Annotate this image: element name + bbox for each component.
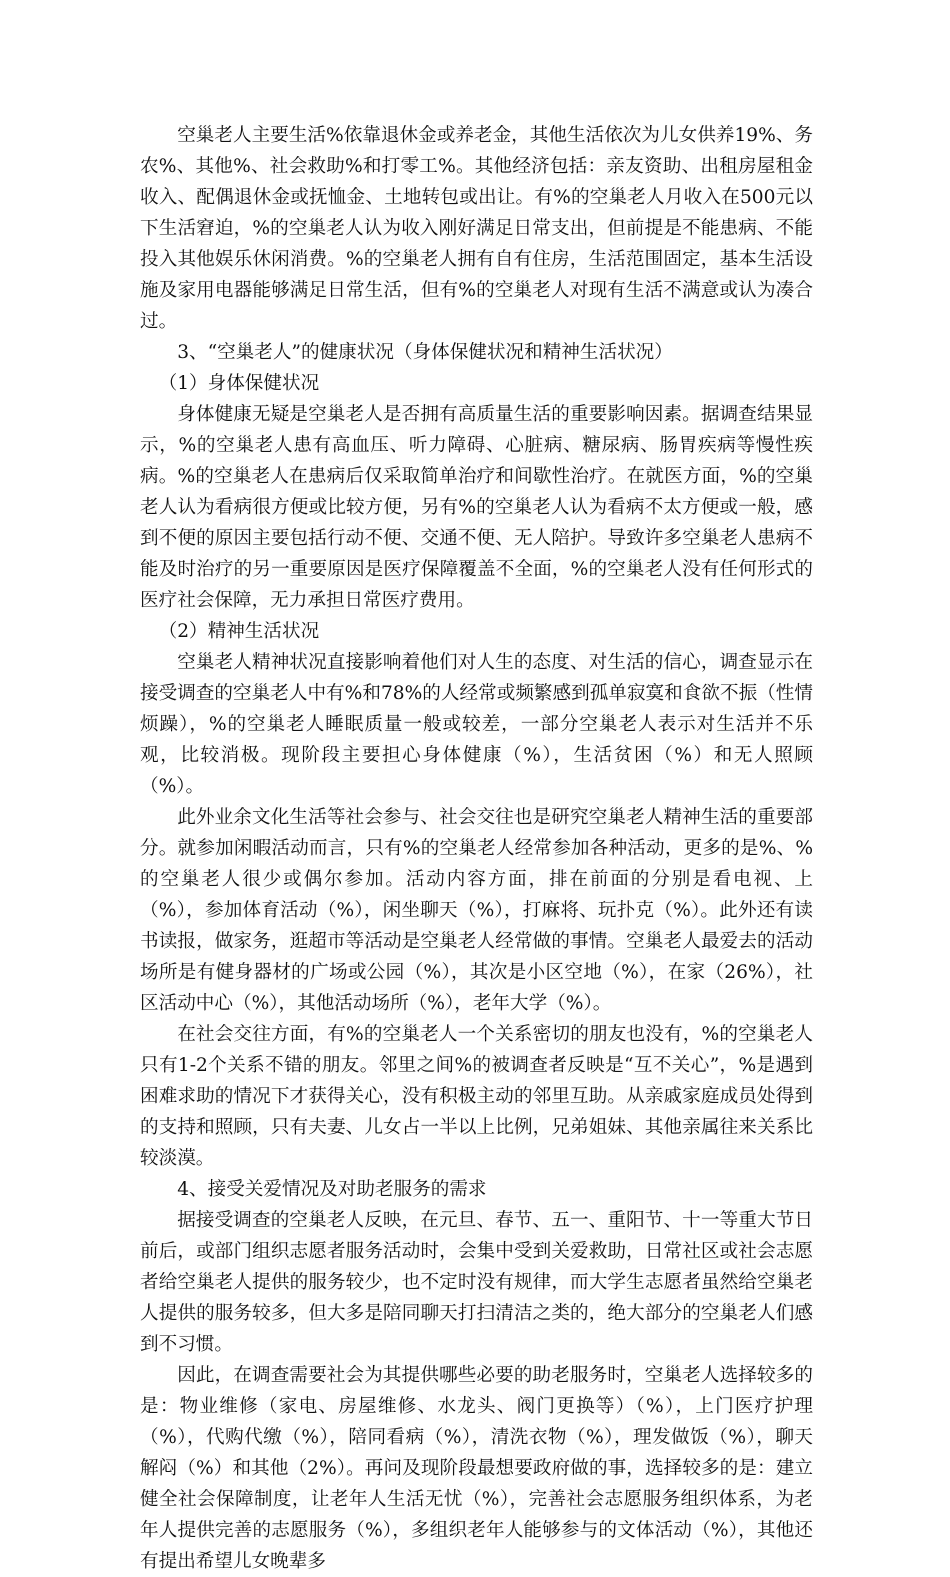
subheading-mental-life: （2）精神生活状况 bbox=[158, 621, 320, 642]
heading-care-needs: 4、接受关爱情况及对助老服务的需求 bbox=[177, 1179, 487, 1200]
paragraph-care-received: 据接受调查的空巢老人反映，在元旦、春节、五一、重阳节、十一等重大节日前后，或部门组织志愿者服务活动时，会集中受到关爱救助，日常社区或社会志愿者给空巢老人提供的服务较少，也不定时没有规律，而大学生志愿者虽然给空巢老人提供的服务较多，但大多是陪同聊天打扫清洁之类的，绝大部分的空巢老人们感到不习惯。 bbox=[140, 1210, 813, 1355]
subheading-physical-health: （1）身体保健状况 bbox=[158, 373, 320, 394]
paragraph-mental-state: 空巢老人精神状况直接影响着他们对人生的态度、对生活的信心，调查显示在接受调查的空巢老人中有%和78%的人经常或频繁感到孤单寂寞和食欲不振（性情烦躁），%的空巢老人睡眠质量一般或较差，一部分空巢老人表示对生活并不乐观，比较消极。现阶段主要担心身体健康（%），生活贫困（%）和无人照顾（%）。 bbox=[140, 652, 813, 797]
paragraph-physical-health: 身体健康无疑是空巢老人是否拥有高质量生活的重要影响因素。据调查结果显示，%的空巢老人患有高血压、听力障碍、心脏病、糖尿病、肠胃疾病等慢性疾病。%的空巢老人在患病后仅采取简单治疗和间歇性治疗。在就医方面，%的空巢老人认为看病很方便或比较方便，另有%的空巢老人认为看病不太方便或一般，感到不便的原因主要包括行动不便、交通不便、无人陪护。导致许多空巢老人患病不能及时治疗的另一重要原因是医疗保障覆盖不全面，%的空巢老人没有任何形式的医疗社会保障，无力承担日常医疗费用。 bbox=[140, 404, 813, 611]
heading-health-status: 3、“空巢老人”的健康状况（身体保健状况和精神生活状况） bbox=[177, 342, 673, 363]
paragraph-income: 空巢老人主要生活%依靠退休金或养老金，其他生活依次为儿女供养19%、务农%、其他%、社会救助%和打零工%。其他经济包括：亲友资助、出租房屋租金收入、配偶退休金或抚恤金、土地转包或出让。有%的空巢老人月收入在500元以下生活窘迫，%的空巢老人认为收入刚好满足日常支出，但前提是不能患病、不能投入其他娱乐休闲消费。%的空巢老人拥有自有住房，生活范围固定，基本生活设施及家用电器能够满足日常生活，但有%的空巢老人对现有生活不满意或认为凑合过。 bbox=[140, 125, 813, 332]
paragraph-social-contact: 在社会交往方面，有%的空巢老人一个关系密切的朋友也没有，%的空巢老人只有1-2个关系不错的朋友。邻里之间%的被调查者反映是“互不关心”，%是遇到困难求助的情况下才获得关心，没有积极主动的邻里互助。从亲戚家庭成员处得到的支持和照顾，只有夫妻、儿女占一半以上比例，兄弟姐妹、其他亲属往来关系比较淡漠。 bbox=[140, 1024, 813, 1169]
document-body bbox=[140, 120, 813, 1577]
paragraph-service-demand: 因此，在调查需要社会为其提供哪些必要的助老服务时，空巢老人选择较多的是：物业维修（家电、房屋维修、水龙头、阀门更换等）（%），上门医疗护理（%），代购代缴（%），陪同看病（%），清洗衣物（%），理发做饭（%），聊天解闷（%）和其他（2%）。再问及现阶段最想要政府做的事，选择较多的是：建立健全社会保障制度，让老年人生活无忧（%），完善社会志愿服务组织体系，为老年人提供完善的志愿服务（%），多组织老年人能够参与的文体活动（%），其他还有提出希望儿女晚辈多 bbox=[140, 1365, 813, 1572]
paragraph-leisure-activities: 此外业余文化生活等社会参与、社会交往也是研究空巢老人精神生活的重要部分。就参加闲暇活动而言，只有%的空巢老人经常参加各种活动，更多的是%、%的空巢老人很少或偶尔参加。活动内容方面，排在前面的分别是看电视、上（%），参加体育活动（%），闲坐聊天（%），打麻将、玩扑克（%）。此外还有读书读报，做家务，逛超市等活动是空巢老人经常做的事情。空巢老人最爱去的活动场所是有健身器材的广场或公园（%），其次是小区空地（%），在家（26%），社区活动中心（%），其他活动场所（%），老年大学（%）。 bbox=[140, 807, 813, 1014]
